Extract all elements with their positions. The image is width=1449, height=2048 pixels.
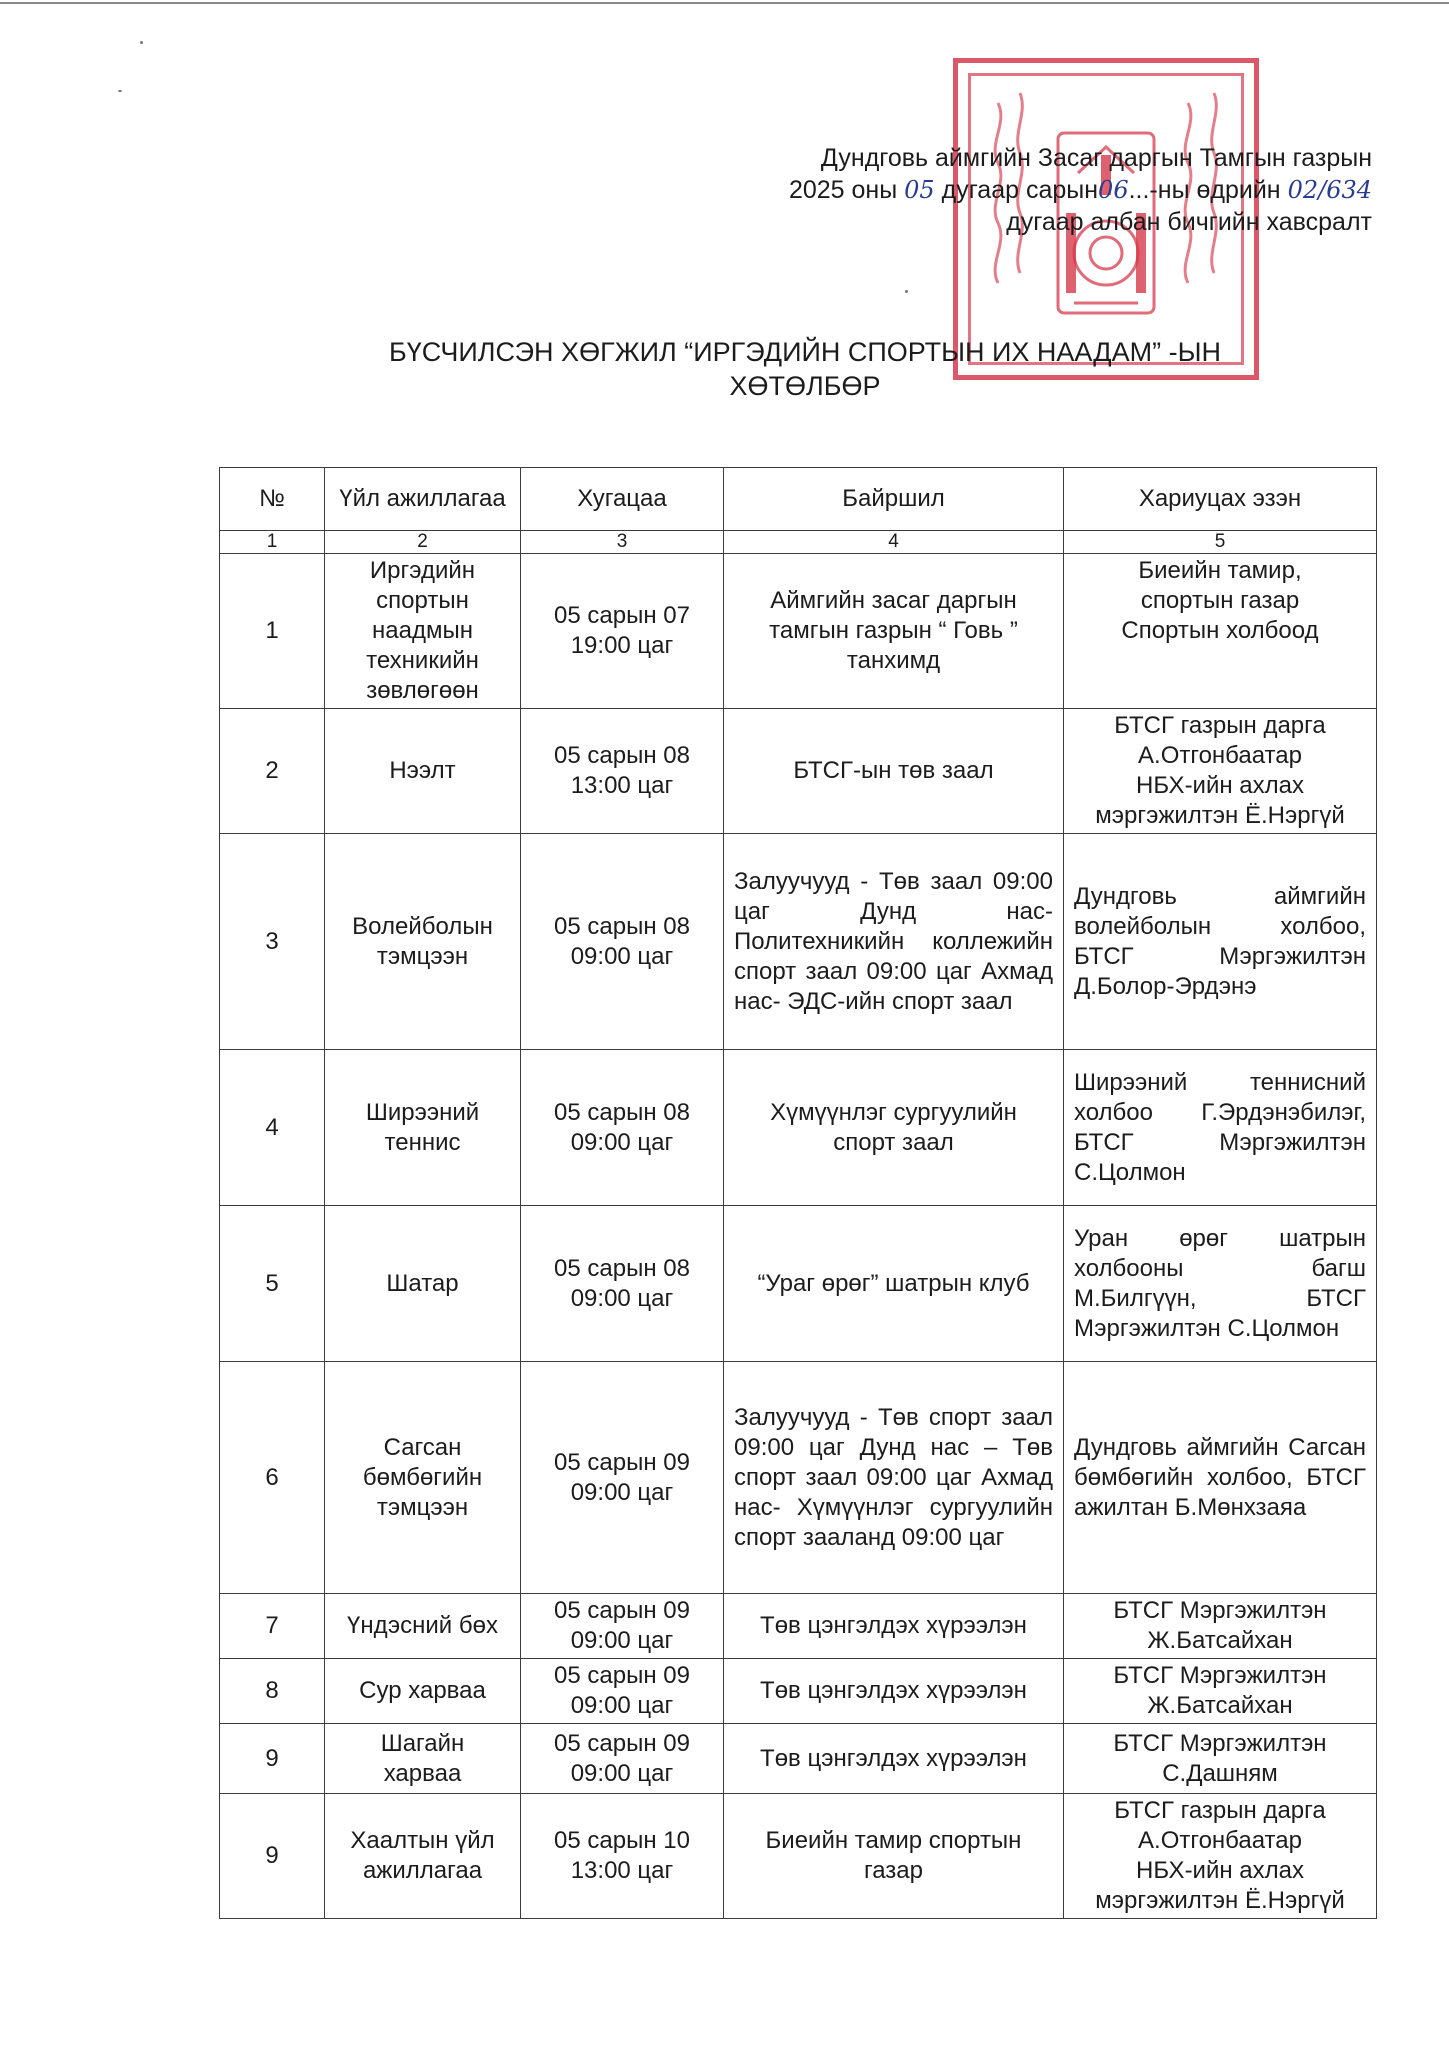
responsible-cell	[1064, 1724, 1377, 1794]
activity-line: Иргэдийн	[369, 557, 476, 584]
location-cell: Залуучууд - Төв заал 09:00 цаг Дунд нас- Политехникийн коллежийн спорт заал 09:00 цаг Ахмад нас- ЭДС-ийн спорт заал	[724, 834, 1064, 1050]
time-line: 05 сарын 08	[554, 1254, 690, 1282]
location-line: газар	[863, 1857, 923, 1884]
activity-line: харваа	[383, 1759, 462, 1787]
handwritten-day: 06	[1098, 176, 1129, 204]
month-label: дугаар сарын	[941, 176, 1099, 204]
activity-line: бөмбөгийн	[362, 1463, 483, 1491]
activity-line: теннис	[384, 1128, 461, 1156]
row-number: 7	[220, 1594, 325, 1659]
activity-cell	[325, 709, 521, 834]
location-cell	[724, 554, 1064, 709]
responsible-cell	[1064, 1594, 1377, 1659]
location-cell	[724, 1206, 1064, 1362]
table-header-row	[220, 468, 1377, 531]
activity-line: тэмцээн	[376, 942, 469, 970]
responsible-line: Ж.Батсайхан	[1147, 1692, 1293, 1719]
handwritten-month: 05	[904, 176, 935, 204]
activity-line: Ширээний	[365, 1098, 480, 1126]
time-line: 05 сарын 08	[554, 742, 690, 769]
time-line: 05 сарын 09	[554, 1662, 690, 1689]
responsible-cell: Уран өрөг шатрын холбооны багш М.Билгүүн, БТСГ Мэргэжилтэн С.Цолмон	[1064, 1206, 1377, 1362]
time-cell	[521, 1206, 724, 1362]
responsible-cell	[1064, 1794, 1377, 1919]
responsible-line: Биеийн тамир,	[1138, 557, 1302, 584]
activity-line: тэмцээн	[376, 1493, 469, 1521]
time-line: 05 сарын 07	[554, 602, 690, 629]
responsible-line: мэргэжилтэн Ё.Нэргүй	[1095, 1887, 1345, 1914]
responsible-line: БТСГ газрын дарга	[1114, 1797, 1326, 1824]
location-cell	[724, 1050, 1064, 1206]
activity-cell	[325, 1206, 521, 1362]
responsible-line: БТСГ газрын дарга	[1114, 712, 1326, 739]
location-line: Биеийн тамир спортын	[765, 1827, 1022, 1854]
location-line: БТСГ-ын төв заал	[793, 757, 994, 784]
attachment-note	[700, 142, 1372, 238]
activity-line: зөвлөгөөн	[366, 677, 479, 704]
table-row	[220, 1794, 1377, 1919]
responsible-line: А.Отгонбаатар	[1138, 1827, 1302, 1854]
row-number: 9	[220, 1724, 325, 1794]
location-cell	[724, 1659, 1064, 1724]
document-title	[300, 335, 1310, 403]
day-label: ...-ны өдрийн	[1128, 176, 1281, 204]
column-number-row	[220, 531, 1377, 554]
scan-speck	[905, 290, 908, 293]
location-line: Төв цэнгэлдэх хүрээлэн	[760, 1744, 1027, 1772]
row-number: 6	[220, 1362, 325, 1594]
column-number: 2	[325, 531, 521, 554]
column-number: 1	[220, 531, 325, 554]
program-table	[219, 467, 1377, 1919]
location-cell: Залуучууд - Төв спорт заал 09:00 цаг Дунд нас – Төв спорт заал 09:00 цаг Ахмад нас- Хүмүүнлэг сургуулийн спорт зааланд 09:00 цаг	[724, 1362, 1064, 1594]
activity-cell	[325, 1362, 521, 1594]
activity-line: техникийн	[366, 647, 479, 674]
scan-speck	[118, 90, 122, 92]
scan-top-edge	[0, 2, 1449, 4]
scan-speck	[140, 41, 143, 44]
row-number: 9	[220, 1794, 325, 1919]
header-time: Хугацаа	[521, 468, 724, 531]
responsible-cell: Дундговь аймгийн Сагсан бөмбөгийн холбоо, БТСГ ажилтан Б.Мөнхзаяа	[1064, 1362, 1377, 1594]
header-location: Байршил	[724, 468, 1064, 531]
activity-line: Волейболын	[352, 912, 493, 940]
responsible-line: А.Отгонбаатар	[1138, 742, 1302, 769]
activity-cell	[325, 1594, 521, 1659]
time-line: 19:00 цаг	[570, 632, 674, 659]
activity-cell	[325, 1794, 521, 1919]
location-cell	[724, 1594, 1064, 1659]
column-number: 5	[1064, 531, 1377, 554]
responsible-line: НБХ-ийн ахлах	[1136, 1857, 1304, 1884]
location-line: спорт заал	[833, 1128, 954, 1156]
responsible-line: НБХ-ийн ахлах	[1136, 772, 1304, 799]
table-row	[220, 1206, 1377, 1362]
time-line: 09:00 цаг	[570, 1128, 674, 1156]
time-cell	[521, 554, 724, 709]
table-row	[220, 709, 1377, 834]
activity-line: наадмын	[372, 617, 473, 644]
responsible-line: БТСГ Мэргэжилтэн	[1113, 1597, 1327, 1624]
time-line: 05 сарын 09	[554, 1448, 690, 1476]
year-text: 2025 оны	[788, 176, 898, 204]
location-line: “Ураг өрөг” шатрын клуб	[757, 1269, 1030, 1297]
time-cell	[521, 1794, 724, 1919]
table-row	[220, 834, 1377, 1050]
time-cell	[521, 1659, 724, 1724]
location-line: Аймгийн засаг даргын	[770, 587, 1017, 614]
attachment-note-line-1: Дундговь аймгийн Засаг даргын Тамгын газрын	[820, 144, 1372, 172]
responsible-line: С.Дашням	[1162, 1759, 1278, 1787]
time-line: 05 сарын 09	[554, 1597, 690, 1624]
attachment-note-line-3: дугаар албан бичгийн хавсралт	[1006, 208, 1372, 236]
time-line: 05 сарын 08	[554, 1098, 690, 1126]
document-title-line-2: ХӨТӨЛБӨР	[729, 371, 881, 401]
location-line: Төв цэнгэлдэх хүрээлэн	[760, 1612, 1027, 1639]
responsible-line: БТСГ Мэргэжилтэн	[1113, 1729, 1327, 1757]
attachment-note-line-2	[700, 174, 1372, 206]
time-line: 09:00 цаг	[570, 1759, 674, 1787]
document-title-line-1: БҮСЧИЛСЭН ХӨГЖИЛ “ИРГЭДИЙН СПОРТЫН ИХ НААДАМ” -ЫН	[389, 337, 1221, 367]
location-cell	[724, 1794, 1064, 1919]
time-line: 09:00 цаг	[570, 942, 674, 970]
responsible-line: мэргэжилтэн Ё.Нэргүй	[1095, 802, 1345, 829]
activity-cell	[325, 1659, 521, 1724]
location-line: Төв цэнгэлдэх хүрээлэн	[760, 1677, 1027, 1704]
row-number: 4	[220, 1050, 325, 1206]
table-row	[220, 1594, 1377, 1659]
time-cell	[521, 834, 724, 1050]
table-row	[220, 554, 1377, 709]
table-row	[220, 1724, 1377, 1794]
header-responsible: Хариуцах эзэн	[1064, 468, 1377, 531]
time-cell	[521, 1594, 724, 1659]
activity-line: Шатар	[386, 1269, 459, 1297]
row-number: 3	[220, 834, 325, 1050]
handwritten-letter-number: 02/634	[1287, 176, 1372, 204]
header-activity: Үйл ажиллагаа	[325, 468, 521, 531]
time-line: 09:00 цаг	[570, 1627, 674, 1654]
activity-line: Сур харваа	[359, 1677, 486, 1704]
activity-cell	[325, 1724, 521, 1794]
activity-cell	[325, 1050, 521, 1206]
activity-line: Нээлт	[389, 757, 456, 784]
time-cell	[521, 1724, 724, 1794]
header-no: №	[220, 468, 325, 531]
row-number: 1	[220, 554, 325, 709]
location-line: танхимд	[846, 647, 941, 674]
activity-line: Хаалтын үйл	[350, 1827, 495, 1854]
row-number: 2	[220, 709, 325, 834]
time-line: 13:00 цаг	[570, 772, 674, 799]
time-line: 09:00 цаг	[570, 1478, 674, 1506]
activity-line: Үндэсний бөх	[347, 1612, 498, 1639]
location-line: тамгын газрын “ Говь ”	[769, 617, 1018, 644]
activity-cell	[325, 554, 521, 709]
responsible-cell: Ширээний теннисний холбоо Г.Эрдэнэбилэг, БТСГ Мэргэжилтэн С.Цолмон	[1064, 1050, 1377, 1206]
responsible-cell	[1064, 554, 1377, 709]
time-line: 05 сарын 09	[554, 1729, 690, 1757]
activity-line: Шагайн	[380, 1729, 465, 1757]
responsible-line: спортын газар	[1140, 587, 1300, 614]
time-line: 13:00 цаг	[570, 1857, 674, 1884]
responsible-line: БТСГ Мэргэжилтэн	[1113, 1662, 1327, 1689]
time-cell	[521, 1362, 724, 1594]
responsible-line: Спортын холбоод	[1121, 617, 1319, 644]
time-cell	[521, 1050, 724, 1206]
responsible-cell	[1064, 709, 1377, 834]
time-cell	[521, 709, 724, 834]
responsible-line: Ж.Батсайхан	[1147, 1627, 1293, 1654]
location-line: Хүмүүнлэг сургуулийн	[770, 1098, 1017, 1126]
table-row	[220, 1659, 1377, 1724]
activity-cell	[325, 834, 521, 1050]
activity-line: спортын	[376, 587, 469, 614]
time-line: 05 сарын 10	[554, 1827, 690, 1854]
row-number: 5	[220, 1206, 325, 1362]
responsible-cell: Дундговь аймгийн волейболын холбоо, БТСГ Мэргэжилтэн Д.Болор-Эрдэнэ	[1064, 834, 1377, 1050]
time-line: 09:00 цаг	[570, 1692, 674, 1719]
responsible-cell	[1064, 1659, 1377, 1724]
location-cell	[724, 1724, 1064, 1794]
location-cell	[724, 709, 1064, 834]
table-row	[220, 1362, 1377, 1594]
column-number: 3	[521, 531, 724, 554]
row-number: 8	[220, 1659, 325, 1724]
time-line: 09:00 цаг	[570, 1284, 674, 1312]
activity-line: Сагсан	[383, 1433, 462, 1461]
column-number: 4	[724, 531, 1064, 554]
activity-line: ажиллагаа	[362, 1857, 483, 1884]
table-row	[220, 1050, 1377, 1206]
time-line: 05 сарын 08	[554, 912, 690, 940]
